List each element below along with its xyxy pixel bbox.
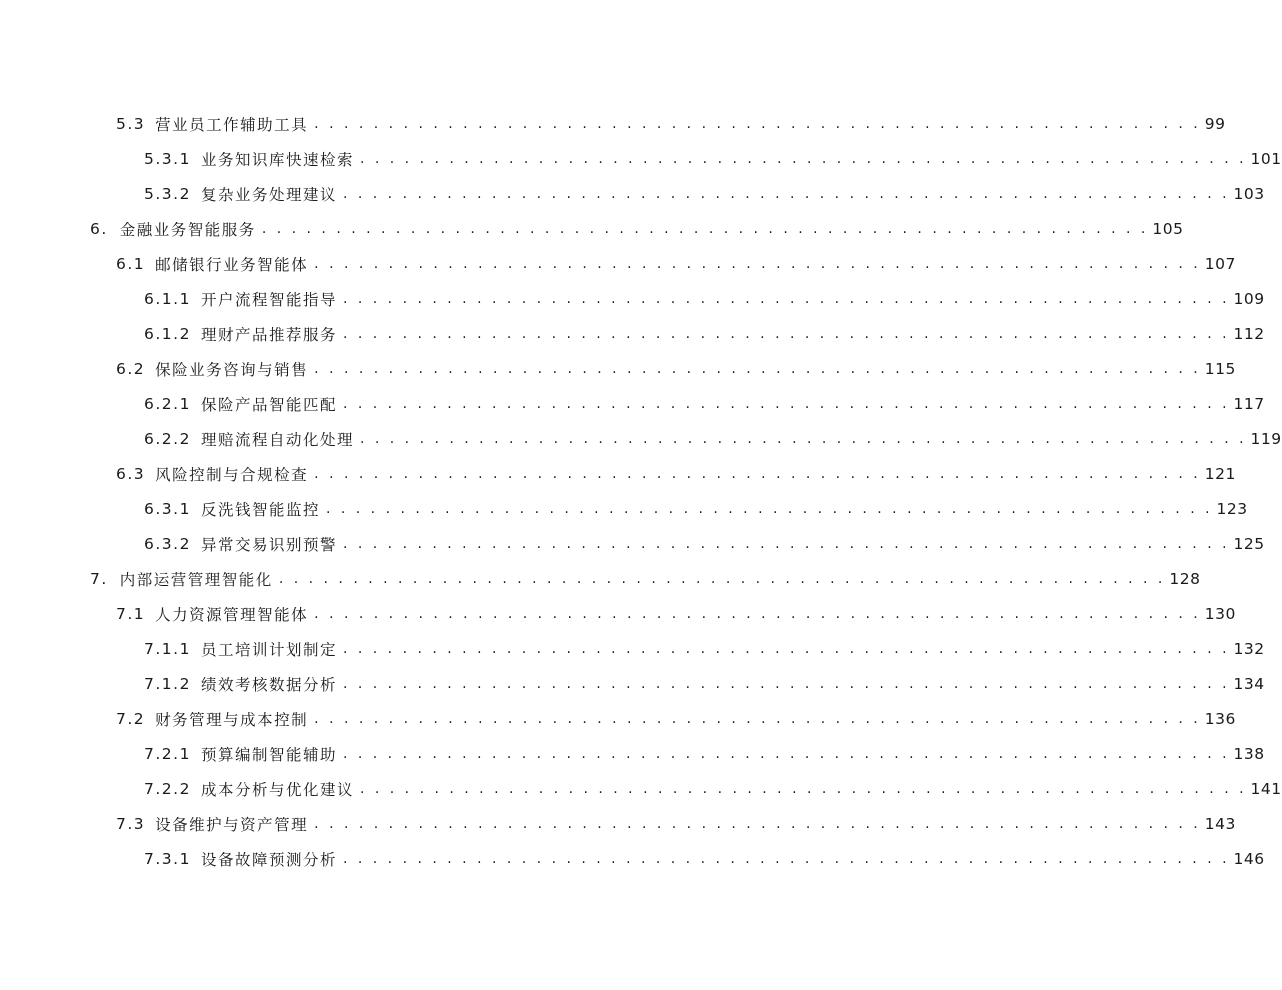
toc-dot-leader: . . . . . . . . . . . . . . . . . . . . . . . . . . . . . . . . . . . . . . . . . . . . . . . . . . . . . . . . . . . . — [342, 746, 1230, 762]
toc-dot-leader: . . . . . . . . . . . . . . . . . . . . . . . . . . . . . . . . . . . . . . . . . . . . . . . . . . . . . . . . . . . . — [314, 816, 1201, 832]
toc-entry-number: 6.2 — [116, 360, 146, 378]
toc-entry[interactable] — [0, 563, 1201, 595]
toc-entry-title: 设备故障预测分析 — [200, 851, 337, 869]
toc-entry-title: 财务管理与成本控制 — [155, 711, 309, 729]
toc-entry-page: 134 — [1233, 675, 1265, 693]
toc-entry-number: 5.3.2 — [144, 185, 191, 203]
toc-entry-number: 6.1.2 — [144, 325, 191, 343]
toc-entry[interactable] — [0, 318, 1265, 350]
toc-dot-leader: . . . . . . . . . . . . . . . . . . . . . . . . . . . . . . . . . . . . . . . . . . . . . . . . . . . . . . . . . . . . — [342, 326, 1230, 342]
toc-dot-leader: . . . . . . . . . . . . . . . . . . . . . . . . . . . . . . . . . . . . . . . . . . . . . . . . . . . . . . . . . . . . — [278, 571, 1166, 587]
toc-entry-title: 理赔流程自动化处理 — [200, 431, 354, 449]
toc-entry-title: 内部运营管理智能化 — [119, 571, 273, 589]
toc-dot-leader: . . . . . . . . . . . . . . . . . . . . . . . . . . . . . . . . . . . . . . . . . . . . . . . . . . . . . . . . . . . . — [342, 641, 1230, 657]
toc-dot-leader: . . . . . . . . . . . . . . . . . . . . . . . . . . . . . . . . . . . . . . . . . . . . . . . . . . . . . . . . . . . . — [359, 151, 1247, 167]
toc-entry[interactable] — [0, 353, 1236, 385]
toc-entry-title: 金融业务智能服务 — [119, 221, 256, 239]
toc-entry-number: 5.3 — [116, 115, 146, 133]
toc-entry-page: 146 — [1233, 850, 1265, 868]
toc-entry-page: 125 — [1233, 535, 1265, 553]
toc-entry-page: 115 — [1204, 360, 1236, 378]
toc-entry-title: 成本分析与优化建议 — [200, 781, 354, 799]
toc-entry-page: 119 — [1250, 430, 1282, 448]
toc-entry-page: 112 — [1233, 325, 1265, 343]
toc-dot-leader: . . . . . . . . . . . . . . . . . . . . . . . . . . . . . . . . . . . . . . . . . . . . . . . . . . . . . . . . . . . . — [342, 536, 1230, 552]
toc-entry[interactable] — [0, 248, 1236, 280]
toc-entry[interactable] — [0, 528, 1265, 560]
toc-dot-leader: . . . . . . . . . . . . . . . . . . . . . . . . . . . . . . . . . . . . . . . . . . . . . . . . . . . . . . . . . . . . — [314, 466, 1201, 482]
toc-entry-title: 保险产品智能匹配 — [200, 396, 337, 414]
toc-entry[interactable] — [0, 283, 1265, 315]
toc-dot-leader: . . . . . . . . . . . . . . . . . . . . . . . . . . . . . . . . . . . . . . . . . . . . . . . . . . . . . . . . . . . . — [342, 851, 1230, 867]
toc-entry[interactable] — [0, 388, 1265, 420]
toc-entry[interactable] — [0, 773, 1282, 805]
toc-entry-number: 7.1 — [116, 605, 146, 623]
toc-entry-number: 6.1 — [116, 255, 146, 273]
toc-entry-title: 理财产品推荐服务 — [200, 326, 337, 344]
toc-entry-page: 130 — [1204, 605, 1236, 623]
toc-entry-page: 138 — [1233, 745, 1265, 763]
toc-entry-number: 7. — [90, 570, 108, 588]
toc-entry-title: 业务知识库快速检索 — [200, 151, 354, 169]
toc-entry-number: 6.2.2 — [144, 430, 191, 448]
toc-entry-number: 6.3.2 — [144, 535, 191, 553]
toc-entry-page: 123 — [1216, 500, 1248, 518]
toc-entry-page: 136 — [1204, 710, 1236, 728]
toc-entry-title: 风险控制与合规检查 — [155, 466, 309, 484]
toc-dot-leader: . . . . . . . . . . . . . . . . . . . . . . . . . . . . . . . . . . . . . . . . . . . . . . . . . . . . . . . . . . . . — [314, 116, 1201, 132]
toc-dot-leader: . . . . . . . . . . . . . . . . . . . . . . . . . . . . . . . . . . . . . . . . . . . . . . . . . . . . . . . . . . . . — [342, 396, 1230, 412]
toc-entry-number: 7.1.2 — [144, 675, 191, 693]
toc-dot-leader: . . . . . . . . . . . . . . . . . . . . . . . . . . . . . . . . . . . . . . . . . . . . . . . . . . . . . . . . . . . . — [359, 781, 1247, 797]
toc-entry[interactable] — [0, 108, 1226, 140]
toc-entry[interactable] — [0, 738, 1265, 770]
toc-entry-page: 103 — [1233, 185, 1265, 203]
toc-dot-leader: . . . . . . . . . . . . . . . . . . . . . . . . . . . . . . . . . . . . . . . . . . . . . . . . . . . . . . . . . . . . — [342, 186, 1230, 202]
toc-entry-page: 101 — [1250, 150, 1282, 168]
toc-entry-page: 132 — [1233, 640, 1265, 658]
toc-entry[interactable] — [0, 213, 1184, 245]
toc-entry-page: 128 — [1169, 570, 1201, 588]
toc-entry[interactable] — [0, 703, 1236, 735]
toc-entry-page: 99 — [1204, 115, 1226, 133]
toc-entry-title: 营业员工作辅助工具 — [155, 116, 309, 134]
toc-entry[interactable] — [0, 633, 1265, 665]
toc-entry-page: 117 — [1233, 395, 1265, 413]
toc-entry-page: 121 — [1204, 465, 1236, 483]
toc-entry-title: 保险业务咨询与销售 — [155, 361, 309, 379]
toc-entry-number: 5.3.1 — [144, 150, 191, 168]
toc-entry[interactable] — [0, 423, 1282, 455]
toc-dot-leader: . . . . . . . . . . . . . . . . . . . . . . . . . . . . . . . . . . . . . . . . . . . . . . . . . . . . . . . . . . . . — [359, 431, 1247, 447]
toc-entry-title: 邮储银行业务智能体 — [155, 256, 309, 274]
toc-entry-number: 7.3.1 — [144, 850, 191, 868]
toc-entry[interactable] — [0, 143, 1282, 175]
toc-entry-page: 143 — [1204, 815, 1236, 833]
toc-entry-title: 开户流程智能指导 — [200, 291, 337, 309]
toc-entry[interactable] — [0, 178, 1265, 210]
toc-entry-title: 预算编制智能辅助 — [200, 746, 337, 764]
toc-entry-number: 7.1.1 — [144, 640, 191, 658]
toc-dot-leader: . . . . . . . . . . . . . . . . . . . . . . . . . . . . . . . . . . . . . . . . . . . . . . . . . . . . . . . . . . . . — [325, 501, 1213, 517]
toc-entry-number: 7.2.2 — [144, 780, 191, 798]
toc-entry-number: 7.2 — [116, 710, 146, 728]
toc-entry-number: 7.3 — [116, 815, 146, 833]
toc-entry-page: 141 — [1250, 780, 1282, 798]
toc-dot-leader: . . . . . . . . . . . . . . . . . . . . . . . . . . . . . . . . . . . . . . . . . . . . . . . . . . . . . . . . . . . . — [261, 221, 1149, 237]
toc-entry-page: 109 — [1233, 290, 1265, 308]
toc-entry-number: 6.1.1 — [144, 290, 191, 308]
toc-entry-title: 绩效考核数据分析 — [200, 676, 337, 694]
toc-entry[interactable] — [0, 458, 1236, 490]
toc-entry-number: 6.3.1 — [144, 500, 191, 518]
toc-entry[interactable] — [0, 808, 1236, 840]
toc-entry-title: 设备维护与资产管理 — [155, 816, 309, 834]
toc-entry-number: 6.2.1 — [144, 395, 191, 413]
toc-entry[interactable] — [0, 598, 1236, 630]
toc-dot-leader: . . . . . . . . . . . . . . . . . . . . . . . . . . . . . . . . . . . . . . . . . . . . . . . . . . . . . . . . . . . . — [342, 676, 1230, 692]
toc-entry-number: 6. — [90, 220, 108, 238]
toc-entry-title: 人力资源管理智能体 — [155, 606, 309, 624]
toc-entry-number: 7.2.1 — [144, 745, 191, 763]
toc-dot-leader: . . . . . . . . . . . . . . . . . . . . . . . . . . . . . . . . . . . . . . . . . . . . . . . . . . . . . . . . . . . . — [314, 361, 1201, 377]
toc-entry-page: 107 — [1204, 255, 1236, 273]
toc-entry[interactable] — [0, 668, 1265, 700]
toc-entry-title: 员工培训计划制定 — [200, 641, 337, 659]
toc-dot-leader: . . . . . . . . . . . . . . . . . . . . . . . . . . . . . . . . . . . . . . . . . . . . . . . . . . . . . . . . . . . . — [314, 606, 1201, 622]
toc-dot-leader: . . . . . . . . . . . . . . . . . . . . . . . . . . . . . . . . . . . . . . . . . . . . . . . . . . . . . . . . . . . . — [314, 256, 1201, 272]
toc-entry-page: 105 — [1152, 220, 1184, 238]
toc-entry-title: 反洗钱智能监控 — [200, 501, 320, 519]
toc-entry[interactable] — [0, 493, 1248, 525]
toc-dot-leader: . . . . . . . . . . . . . . . . . . . . . . . . . . . . . . . . . . . . . . . . . . . . . . . . . . . . . . . . . . . . — [342, 291, 1230, 307]
toc-entry-number: 6.3 — [116, 465, 146, 483]
toc-entry[interactable] — [0, 843, 1265, 875]
toc-entry-title: 异常交易识别预警 — [200, 536, 337, 554]
toc-entry-title: 复杂业务处理建议 — [200, 186, 337, 204]
toc-dot-leader: . . . . . . . . . . . . . . . . . . . . . . . . . . . . . . . . . . . . . . . . . . . . . . . . . . . . . . . . . . . . — [314, 711, 1201, 727]
